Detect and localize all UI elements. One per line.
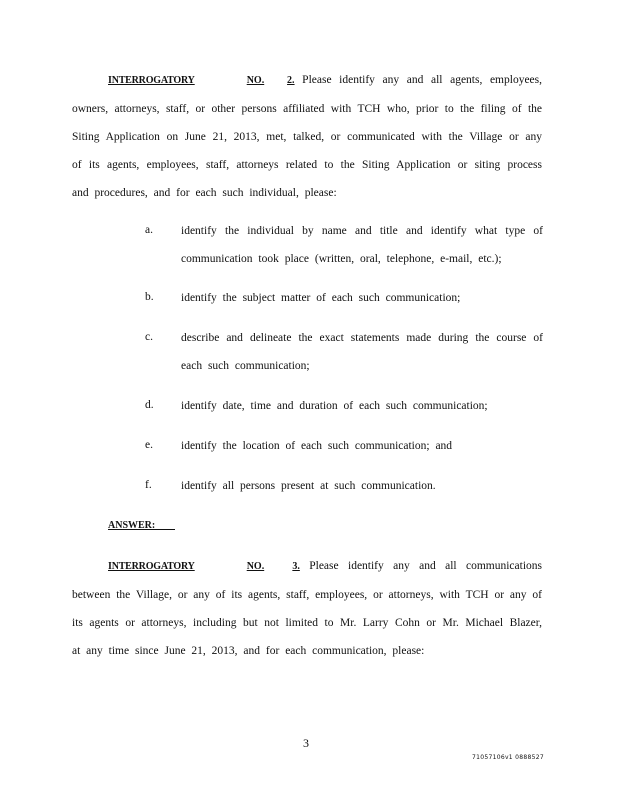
interrogatory-2-text: Please identify any and all agents, employees, owners, attorneys, staff, or other persons affiliated with TCH who, prior to the filing of the Siting Application on June 21, 2013, met, talked, or communicated with the Village or any of its agents, employees, staff, attorneys related to the Siting Application or siting process and procedures, and for each such individual, please: xyxy=(72,74,543,199)
interrogatory-2-number: 2. xyxy=(287,75,295,86)
interrogatory-2-number-label: NO. xyxy=(246,75,265,86)
interrogatory-3-number: 3. xyxy=(292,561,300,572)
list-item-text: identify all persons present at such communication. xyxy=(181,480,436,492)
list-item-letter: a. xyxy=(145,224,153,236)
page-number: 3 xyxy=(303,736,309,750)
list-item-letter: f. xyxy=(145,479,152,491)
document-id: 71057106v1 0888527 xyxy=(472,754,544,761)
list-item-letter: c. xyxy=(145,331,153,343)
list-item-text: identify date, time and duration of each such communication; xyxy=(181,400,488,412)
list-item-text: identify the individual by name and title and identify what type of communication took place (written, oral, telephone, e-mail, etc.); xyxy=(181,225,543,265)
answer-label xyxy=(108,520,175,531)
answer-label-text: ANSWER: xyxy=(108,520,156,531)
list-item-letter: e. xyxy=(145,439,153,451)
list-item-text: identify the subject matter of each such communication; xyxy=(181,292,461,304)
interrogatory-3-heading: INTERROGATORY xyxy=(108,561,195,572)
list-item-letter: b. xyxy=(145,291,154,303)
interrogatory-3-paragraph xyxy=(72,552,542,665)
interrogatory-3-text: Please identify any and all communications between the Village, or any of its agents, staff, employees, or attorneys, with TCH or any of its agents or attorneys, including but not limited to Mr. Larry Cohn or Mr. Michael Blazer, at any time since June 21, 2013, and for each communication, please: xyxy=(72,560,542,657)
interrogatory-2-heading: INTERROGATORY xyxy=(108,75,195,86)
list-item-letter: d. xyxy=(145,399,154,411)
interrogatory-3-number-label: NO. xyxy=(246,561,265,572)
list-item-text: identify the location of each such communication; and xyxy=(181,440,453,452)
list-item-text: describe and delineate the exact statements made during the course of each such communication; xyxy=(181,332,543,372)
interrogatory-2-paragraph xyxy=(72,66,542,207)
